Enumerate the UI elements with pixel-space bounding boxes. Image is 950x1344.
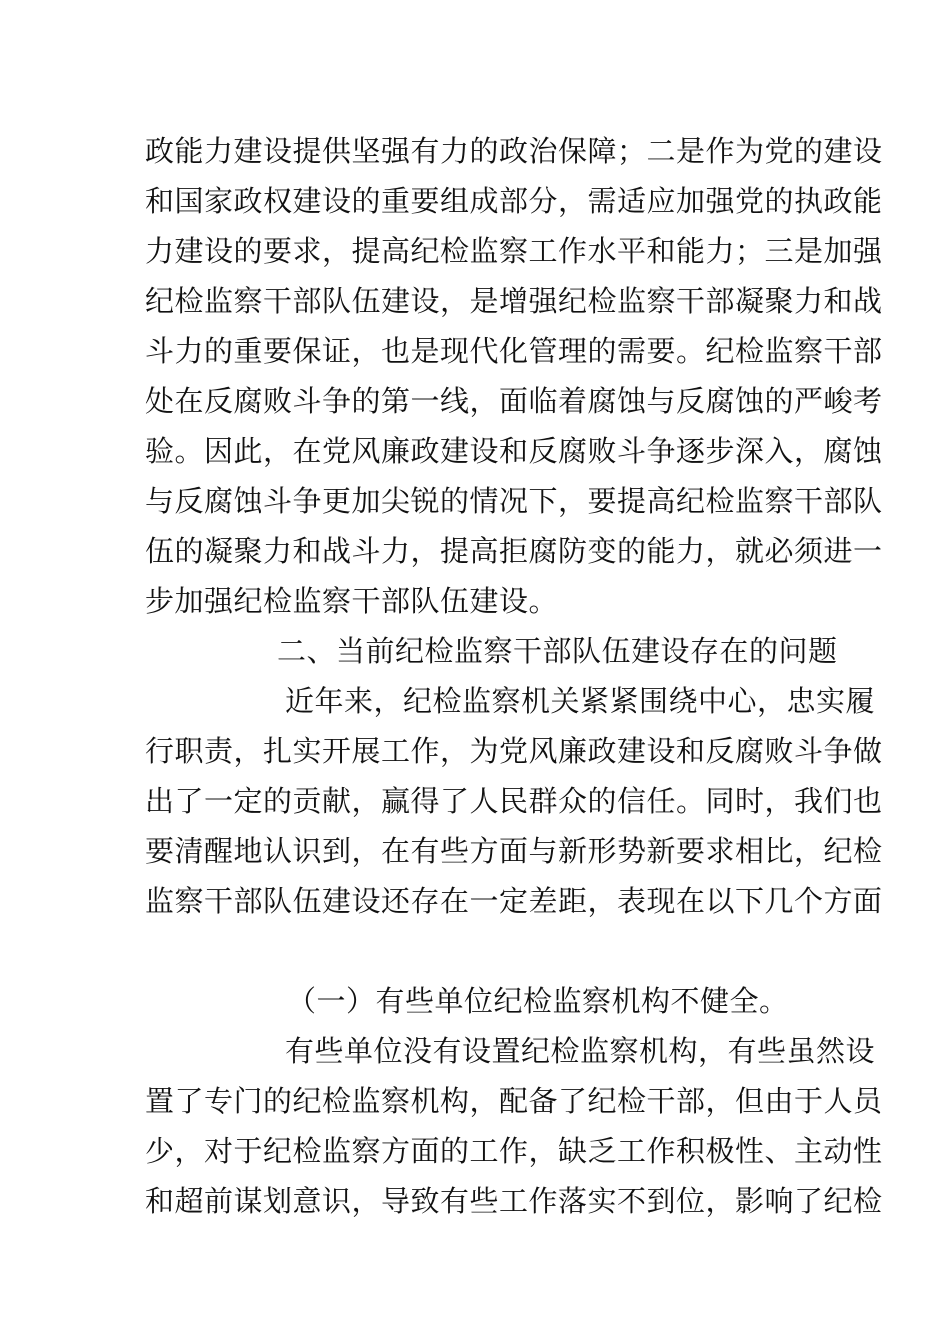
text-line: 监察干部队伍建设还存在一定差距，表现在以下几个方面 (145, 884, 883, 918)
blank-line (145, 926, 805, 976)
text-line: 政能力建设提供坚强有力的政治保障；二是作为党的建设 (145, 134, 883, 168)
text-line: 验。因此，在党风廉政建设和反腐败斗争逐步深入，腐蚀 (145, 434, 883, 468)
text-line: 少，对于纪检监察方面的工作，缺乏工作积极性、主动性 (145, 1134, 883, 1168)
text-line: 力建设的要求，提高纪检监察工作水平和能力；三是加强 (145, 234, 883, 268)
text-line: 置了专门的纪检监察机构，配备了纪检干部，但由于人员 (145, 1084, 883, 1118)
text-line: 处在反腐败斗争的第一线，面临着腐蚀与反腐蚀的严峻考 (145, 384, 883, 418)
text-line: 步加强纪检监察干部队伍建设。 (145, 584, 559, 618)
text-line: 行职责，扎实开展工作，为党风廉政建设和反腐败斗争做 (145, 734, 883, 768)
paragraph-1 (145, 126, 883, 626)
text-line: 出了一定的贡献，赢得了人民群众的信任。同时，我们也 (145, 784, 883, 818)
paragraph-3 (145, 1026, 883, 1226)
text-line: 和超前谋划意识，导致有些工作落实不到位，影响了纪检 (145, 1184, 883, 1218)
document-body (145, 126, 883, 1226)
text-line: 伍的凝聚力和战斗力，提高拒腐防变的能力，就必须进一 (145, 534, 883, 568)
text-line: 与反腐蚀斗争更加尖锐的情况下，要提高纪检监察干部队 (145, 484, 883, 518)
section-heading-2: 二、当前纪检监察干部队伍建设存在的问题 (277, 634, 838, 668)
subsection-heading-1: （一）有些单位纪检监察机构不健全。 (287, 984, 789, 1018)
text-line: 和国家政权建设的重要组成部分，需适应加强党的执政能 (145, 184, 883, 218)
text-line: 要清醒地认识到，在有些方面与新形势新要求相比，纪检 (145, 834, 883, 868)
text-line: 斗力的重要保证，也是现代化管理的需要。纪检监察干部 (145, 334, 883, 368)
text-line: 有些单位没有设置纪检监察机构，有些虽然设 (285, 1034, 876, 1068)
text-line: 纪检监察干部队伍建设，是增强纪检监察干部凝聚力和战 (145, 284, 883, 318)
paragraph-2 (145, 676, 883, 926)
text-line: 近年来，纪检监察机关紧紧围绕中心，忠实履 (285, 684, 876, 718)
